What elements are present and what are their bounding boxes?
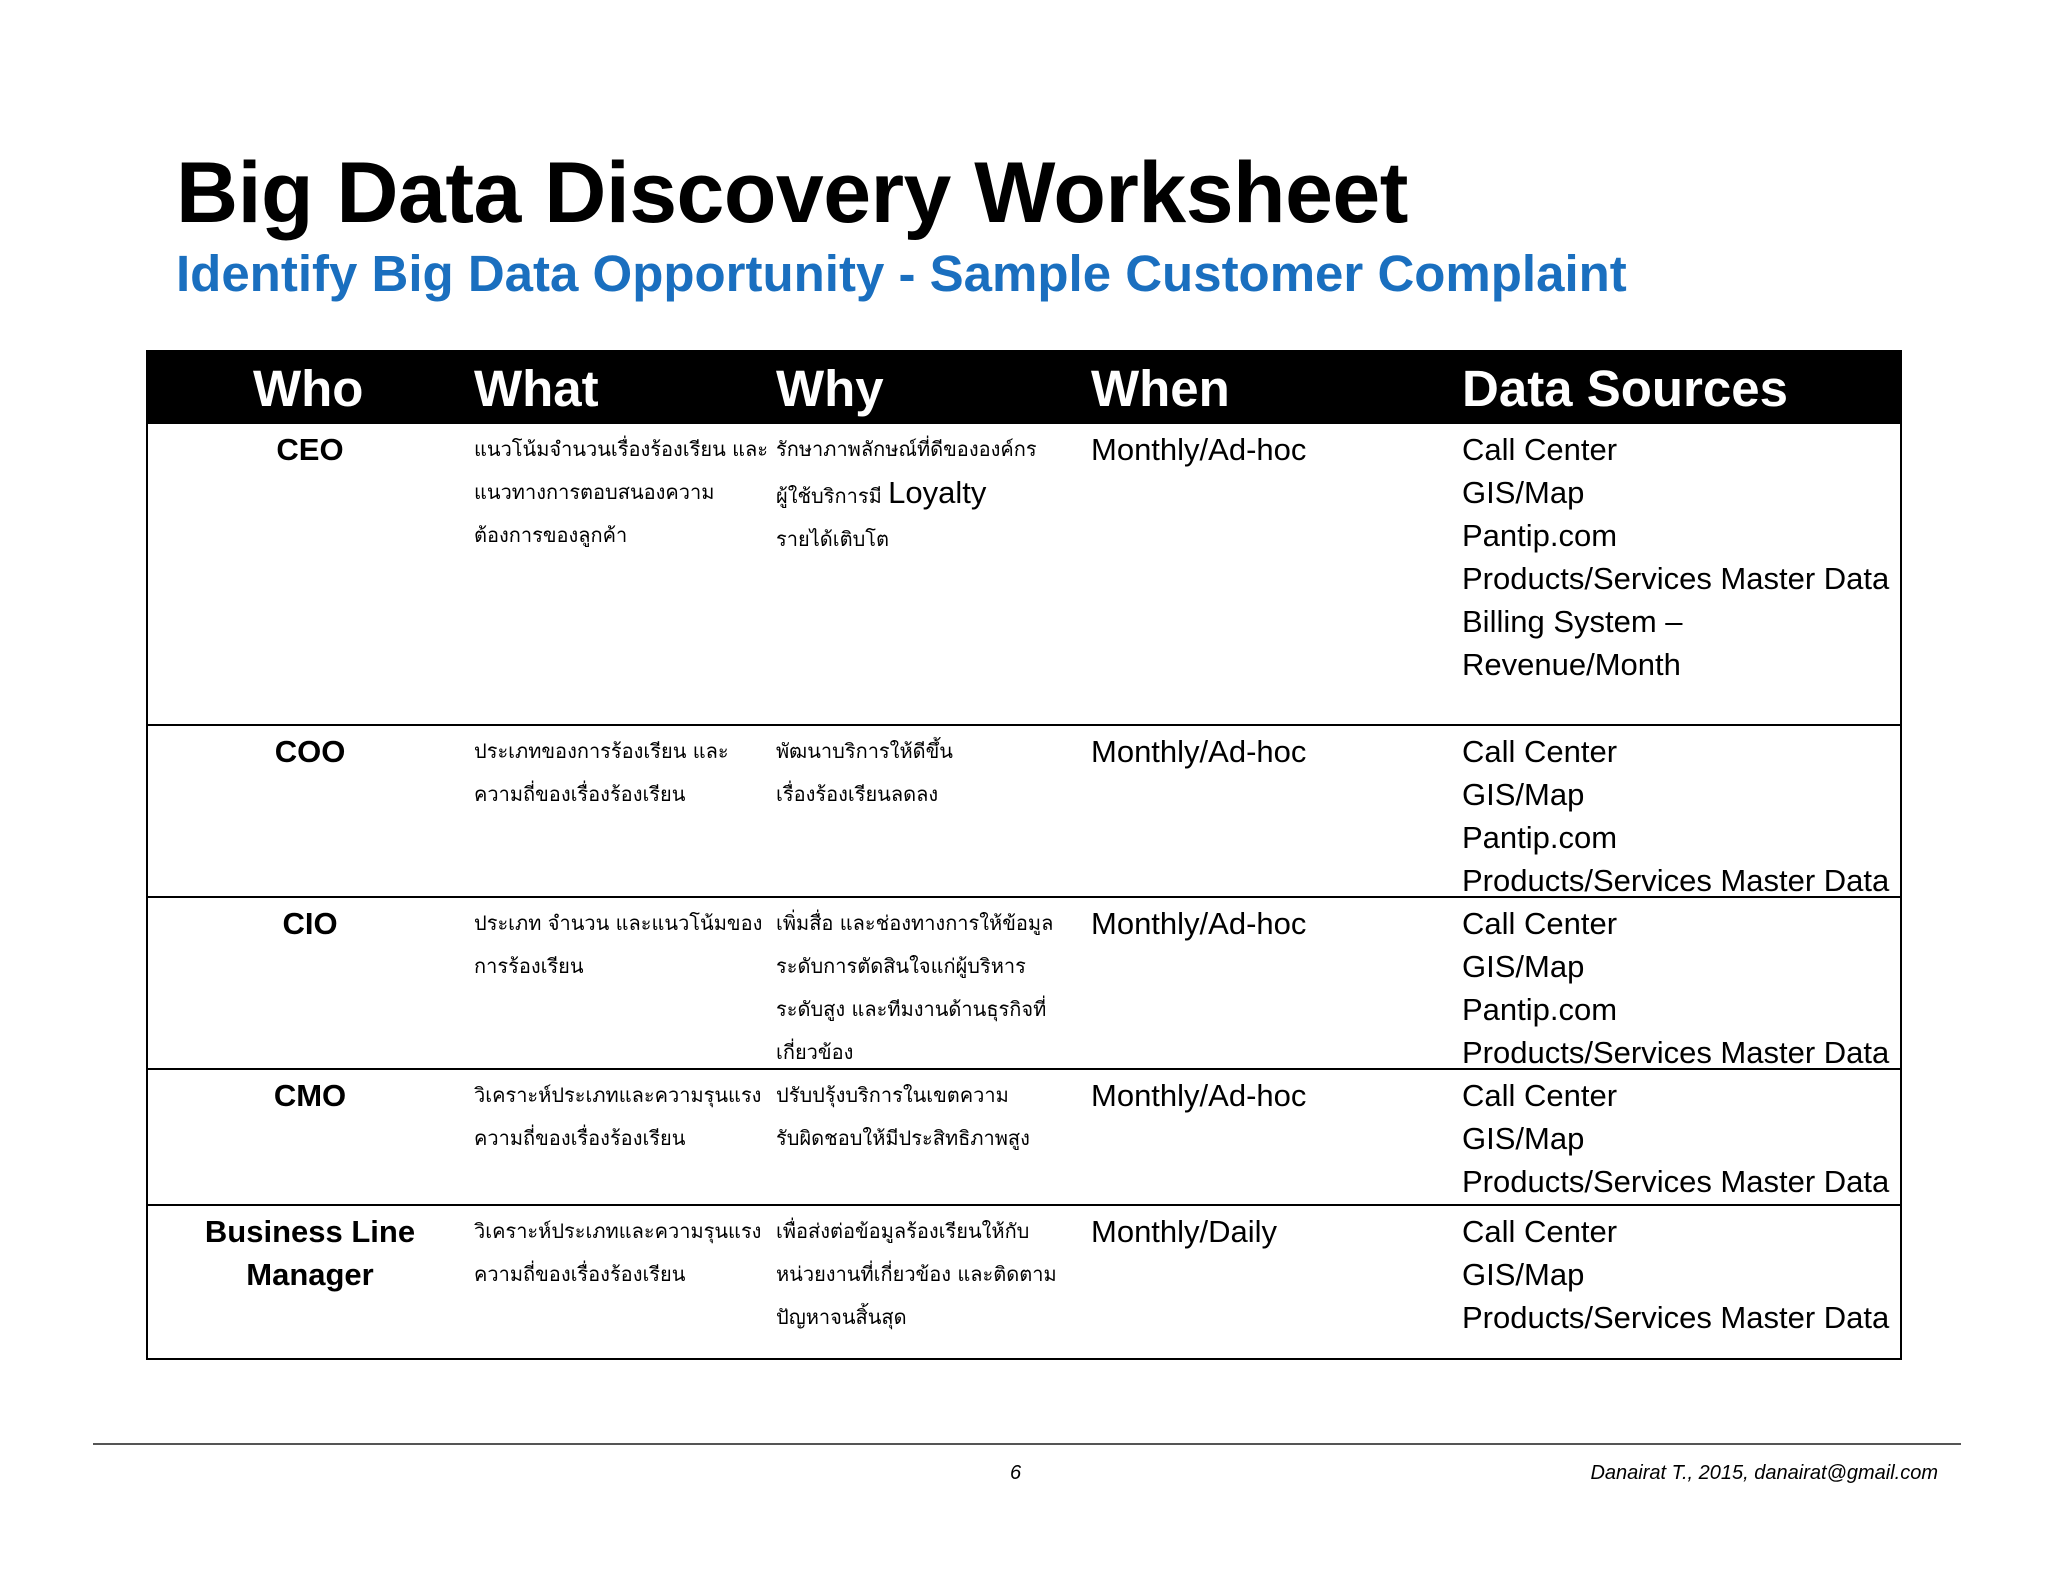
what-line: แนวโน้มจำนวนเรื่องร้องเรียน และ (474, 437, 769, 461)
what-line: ประเภทของการร้องเรียน และ (474, 739, 729, 763)
data-source-item: Products/Services Master Data (1462, 1035, 1890, 1070)
data-source-item: Products/Services Master Data (1462, 863, 1890, 898)
data-source-item: Products/Services Master Data (1462, 561, 1890, 596)
why-line (776, 471, 1037, 518)
what-line: ประเภท จำนวน และแนวโน้มของ (474, 911, 763, 935)
who-cell: CIO (282, 906, 338, 941)
when-cell: Monthly/Ad-hoc (1091, 906, 1307, 941)
data-source-item: GIS/Map (1462, 1121, 1585, 1156)
data-sources-cell (1462, 730, 1889, 902)
data-source-item: GIS/Map (1462, 949, 1585, 984)
data-source-item: Pantip.com (1462, 518, 1618, 553)
table-row-coo (148, 724, 1900, 896)
why-cell (776, 902, 1053, 1074)
data-source-item: Call Center (1462, 432, 1618, 467)
why-line: หน่วยงานที่เกี่ยวข้อง และติดตาม (776, 1262, 1057, 1286)
when-cell: Monthly/Ad-hoc (1091, 1078, 1307, 1113)
why-cell (776, 1074, 1030, 1160)
table-row-cmo (148, 1068, 1900, 1204)
data-source-item: Billing System – (1462, 604, 1683, 639)
why-line: ระดับการตัดสินใจแก่ผู้บริหาร (776, 954, 1026, 978)
why-line: เพิ่มสื่อ และช่องทางการให้ข้อมูล (776, 911, 1054, 935)
data-source-item: GIS/Map (1462, 475, 1585, 510)
what-cell (474, 428, 768, 557)
table-header-row (148, 352, 1900, 424)
who-cell: CEO (276, 432, 344, 467)
data-source-item: Call Center (1462, 734, 1618, 769)
data-sources-cell (1462, 1210, 1889, 1339)
data-source-item: Products/Services Master Data (1462, 1300, 1890, 1335)
page-number: 6 (1010, 1462, 1022, 1484)
why-cell (776, 1210, 1057, 1339)
header-what: What (474, 360, 599, 417)
footer-credit: Danairat T., 2015, danairat@gmail.com (1590, 1462, 1938, 1484)
why-line: พัฒนาบริการให้ดีขึ้น (776, 739, 953, 763)
why-line: ปัญหาจนสิ้นสุด (776, 1305, 907, 1329)
data-source-item: Pantip.com (1462, 820, 1618, 855)
header-why: Why (776, 360, 884, 417)
when-cell: Monthly/Daily (1091, 1214, 1278, 1249)
what-line: ความถี่ของเรื่องร้องเรียน (474, 1262, 686, 1286)
what-line: ความถี่ของเรื่องร้องเรียน (474, 1126, 686, 1150)
why-line: รายได้เติบโต (776, 527, 889, 551)
what-cell (474, 730, 729, 816)
why-cell (776, 730, 953, 816)
data-source-item: Call Center (1462, 1078, 1618, 1113)
when-cell: Monthly/Ad-hoc (1091, 432, 1307, 467)
when-cell: Monthly/Ad-hoc (1091, 734, 1307, 769)
page-title: Big Data Discovery Worksheet (176, 145, 1408, 241)
data-source-item: Products/Services Master Data (1462, 1164, 1890, 1199)
data-source-item: Pantip.com (1462, 992, 1618, 1027)
what-line: วิเคราะห์ประเภทและความรุนแรง (474, 1083, 762, 1107)
footer-divider (93, 1443, 1961, 1445)
what-line: วิเคราะห์ประเภทและความรุนแรง (474, 1219, 762, 1243)
header-data-sources: Data Sources (1462, 360, 1788, 417)
table-row-ceo (148, 424, 1900, 724)
what-line: ความถี่ของเรื่องร้องเรียน (474, 782, 686, 806)
data-source-item: GIS/Map (1462, 777, 1585, 812)
why-line: รับผิดชอบให้มีประสิทธิภาพสูง (776, 1126, 1030, 1150)
what-line: แนวทางการตอบสนองความ (474, 480, 715, 504)
what-line: การร้องเรียน (474, 954, 584, 978)
page-subtitle: Identify Big Data Opportunity - Sample Customer Complaint (176, 245, 1627, 302)
why-line: เกี่ยวข้อง (776, 1040, 854, 1064)
table-row-business-line-manager (148, 1204, 1900, 1358)
why-line: ปรับปรุ้งบริการในเขตความ (776, 1083, 1009, 1107)
why-line-loyalty: Loyalty (888, 475, 987, 510)
data-sources-cell (1462, 428, 1889, 686)
what-cell (474, 1210, 761, 1296)
why-line: ระดับสูง และทีมงานด้านธุรกิจที่ (776, 997, 1047, 1021)
why-line: เพื่อส่งต่อข้อมูลร้องเรียนให้กับ (776, 1219, 1030, 1243)
worksheet-table (146, 350, 1902, 1360)
data-source-item: Call Center (1462, 1214, 1618, 1249)
header-when: When (1091, 360, 1230, 417)
what-cell (474, 902, 762, 988)
table-row-cio (148, 896, 1900, 1068)
data-source-item: GIS/Map (1462, 1257, 1585, 1292)
who-cell: COO (274, 734, 346, 769)
who-cell: Business Line Manager (204, 1214, 416, 1292)
data-sources-cell (1462, 902, 1889, 1074)
why-line: รักษาภาพลักษณ์ที่ดีขององค์กร (776, 437, 1037, 461)
why-cell (776, 428, 1037, 561)
what-cell (474, 1074, 761, 1160)
data-sources-cell (1462, 1074, 1889, 1203)
header-who: Who (253, 360, 364, 417)
data-source-item: Revenue/Month (1462, 647, 1681, 682)
why-line: เรื่องร้องเรียนลดลง (776, 782, 939, 806)
why-line-thai: ผู้ใช้บริการมี (776, 484, 889, 508)
data-source-item: Call Center (1462, 906, 1618, 941)
what-line: ต้องการของลูกค้า (474, 523, 628, 547)
who-cell: CMO (273, 1078, 347, 1113)
